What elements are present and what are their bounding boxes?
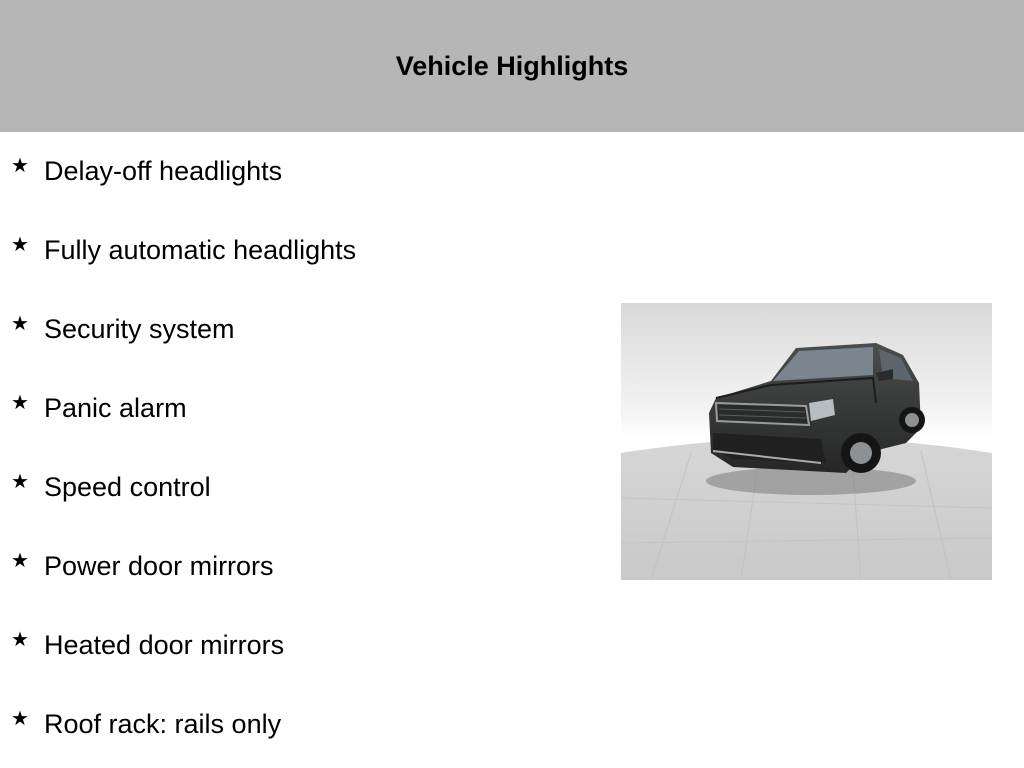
star-icon: ★: [11, 313, 29, 335]
vehicle-photo-illustration: [621, 303, 992, 580]
feature-label: Heated door mirrors: [44, 630, 285, 660]
feature-label: Speed control: [44, 472, 211, 502]
star-icon: ★: [11, 392, 29, 414]
feature-label: Delay-off headlights: [44, 156, 283, 186]
page-header: [0, 0, 1024, 132]
star-icon: ★: [11, 234, 29, 256]
star-icon: ★: [11, 708, 29, 730]
feature-label: Panic alarm: [44, 393, 187, 423]
page-title: Vehicle Highlights: [395, 50, 629, 81]
feature-label: Power door mirrors: [44, 551, 274, 581]
star-icon: ★: [11, 155, 29, 177]
feature-label: Fully automatic headlights: [44, 235, 357, 265]
star-icon: ★: [11, 471, 29, 493]
feature-label: Roof rack: rails only: [44, 709, 282, 739]
feature-label: Security system: [44, 314, 235, 344]
vehicle-photo: [621, 303, 992, 580]
star-icon: ★: [11, 629, 29, 651]
star-icon: ★: [11, 550, 29, 572]
